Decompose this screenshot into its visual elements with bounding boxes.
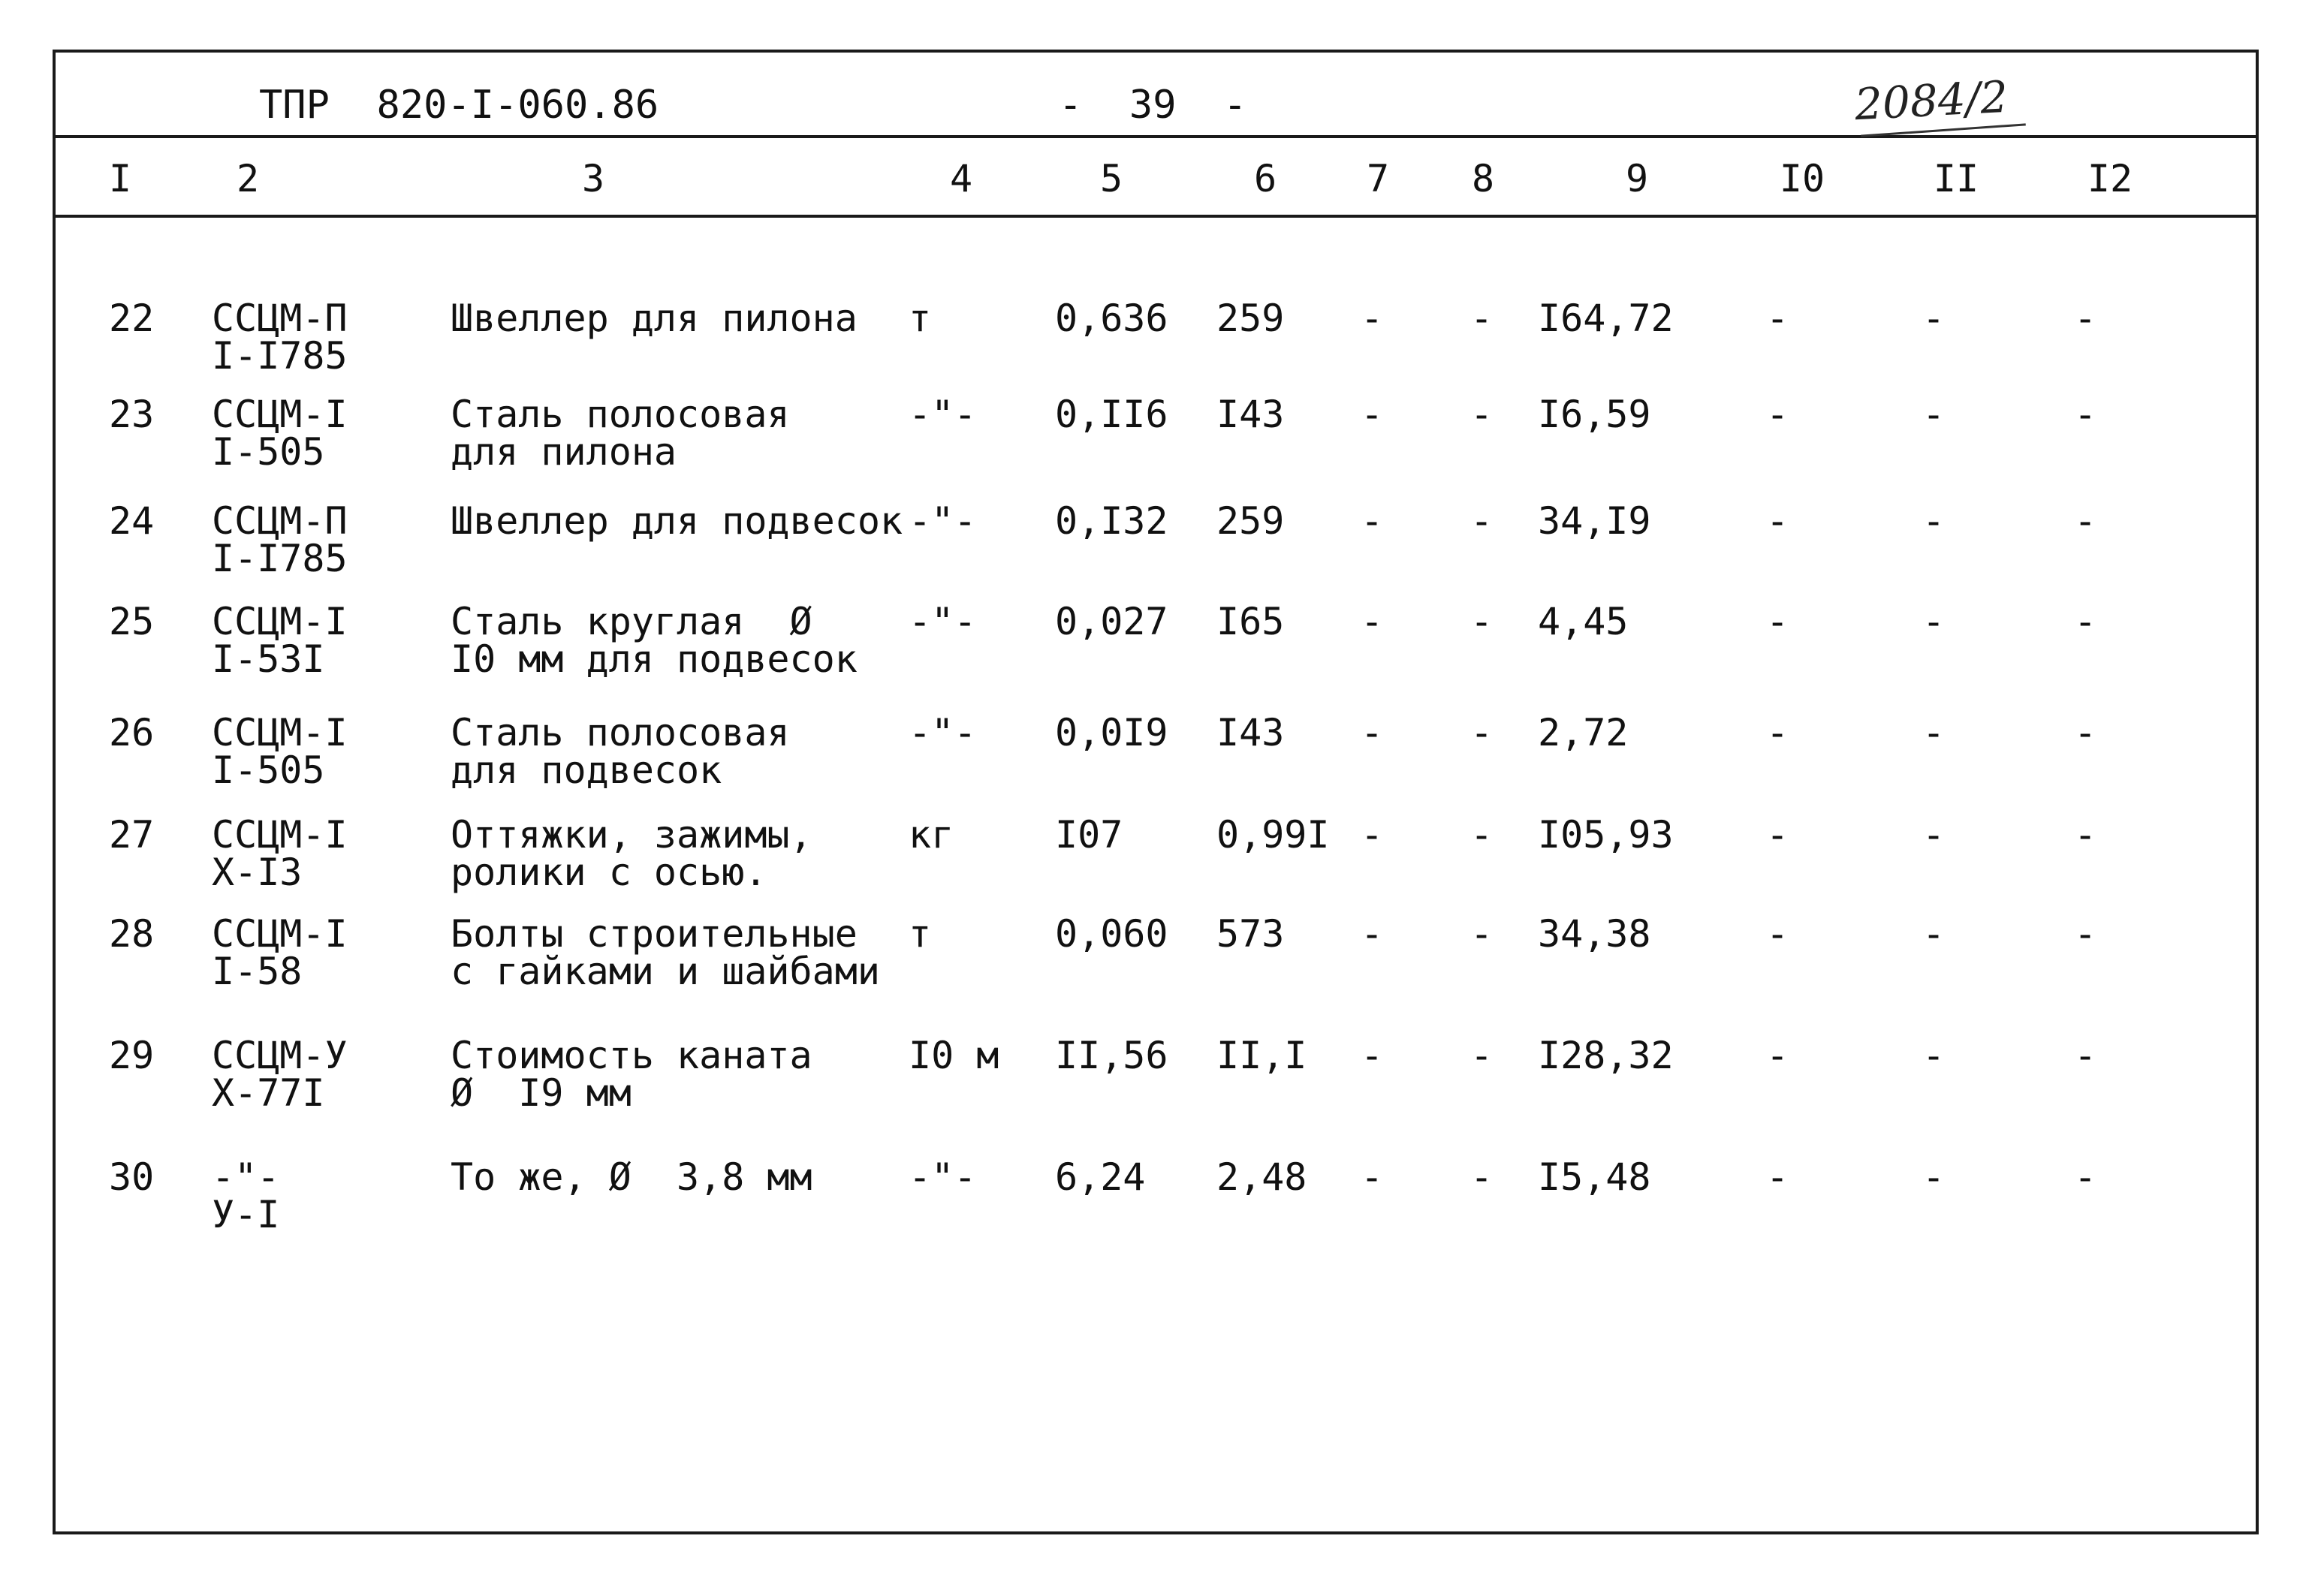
column-header-6: 6: [1253, 157, 1277, 200]
item-name-line: То же, Ø 3,8 мм: [451, 1155, 812, 1199]
unit-cell: -"-: [909, 499, 977, 543]
column-header-11: II: [1933, 157, 1979, 200]
price-code-line: -"-: [212, 1155, 280, 1199]
col12-cell: -: [2074, 813, 2097, 857]
col11-cell: -: [1922, 711, 1946, 754]
column-header-1: I: [108, 157, 132, 200]
column-header-4: 4: [949, 157, 973, 200]
column-header-8: 8: [1471, 157, 1495, 200]
item-name-line: Сталь полосовая: [451, 711, 790, 754]
col8-cell: -: [1470, 711, 1494, 754]
col8-cell: -: [1470, 1155, 1494, 1199]
col7-cell: -: [1361, 1034, 1384, 1077]
total-cell: 34,38: [1538, 912, 1651, 956]
unit-cell: -"-: [909, 393, 977, 436]
price-code-line: I-505: [212, 748, 325, 792]
col10-cell: -: [1766, 813, 1789, 857]
quantity-cell: 0,II6: [1055, 393, 1168, 436]
col12-cell: -: [2074, 1155, 2097, 1199]
col10-cell: -: [1766, 1155, 1789, 1199]
price-code-line: ССЦМ-П: [212, 499, 348, 543]
col10-cell: -: [1766, 297, 1789, 340]
col11-cell: -: [1922, 393, 1946, 436]
unit-price-cell: I43: [1216, 393, 1285, 436]
price-code-line: ССЦМ-I: [212, 711, 348, 754]
col8-cell: -: [1470, 393, 1494, 436]
col12-cell: -: [2074, 912, 2097, 956]
total-cell: 4,45: [1538, 600, 1629, 643]
column-header-12: I2: [2087, 157, 2133, 200]
price-code-line: ССЦМ-I: [212, 912, 348, 956]
unit-cell: -"-: [909, 711, 977, 754]
row-number: 22: [109, 297, 155, 340]
price-code-line: ССЦМ-I: [212, 813, 348, 857]
unit-cell: т: [909, 297, 932, 340]
item-name-line: Болты строительные: [451, 912, 858, 956]
row-number: 29: [109, 1034, 155, 1077]
col12-cell: -: [2074, 297, 2097, 340]
row-number: 26: [109, 711, 155, 754]
unit-price-cell: 2,48: [1216, 1155, 1307, 1199]
item-name-line: ролики с осью.: [451, 851, 767, 894]
col11-cell: -: [1922, 297, 1946, 340]
unit-cell: -"-: [909, 600, 977, 643]
quantity-cell: 0,I32: [1055, 499, 1168, 543]
col12-cell: -: [2074, 1034, 2097, 1077]
price-code-line: Х-77I: [212, 1071, 325, 1115]
price-code-line: I-I785: [212, 537, 348, 580]
column-header-3: 3: [581, 157, 605, 200]
item-name-line: Ø I9 мм: [451, 1071, 632, 1115]
row-number: 30: [109, 1155, 155, 1199]
item-name-line: Швеллер для пилона: [451, 297, 858, 340]
col11-cell: -: [1922, 1034, 1946, 1077]
price-code-line: ССЦМ-I: [212, 600, 348, 643]
col7-cell: -: [1361, 499, 1384, 543]
unit-price-cell: 259: [1216, 297, 1285, 340]
price-code-line: I-53I: [212, 637, 325, 681]
item-name-line: Стоимость каната: [451, 1034, 812, 1077]
row-number: 24: [109, 499, 155, 543]
col10-cell: -: [1766, 912, 1789, 956]
col7-cell: -: [1361, 600, 1384, 643]
item-name-line: для подвесок: [451, 748, 722, 792]
col12-cell: -: [2074, 711, 2097, 754]
item-name-line: Сталь круглая Ø: [451, 600, 812, 643]
col10-cell: -: [1766, 393, 1789, 436]
row-number: 28: [109, 912, 155, 956]
price-code-line: Х-I3: [212, 851, 303, 894]
unit-price-cell: 573: [1216, 912, 1285, 956]
col8-cell: -: [1470, 499, 1494, 543]
total-cell: I05,93: [1538, 813, 1674, 857]
item-name-line: I0 мм для подвесок: [451, 637, 858, 681]
col8-cell: -: [1470, 600, 1494, 643]
col10-cell: -: [1766, 499, 1789, 543]
unit-price-cell: I43: [1216, 711, 1285, 754]
item-name-line: Швеллер для подвесок: [451, 499, 903, 543]
item-name-line: Сталь полосовая: [451, 393, 790, 436]
col7-cell: -: [1361, 912, 1384, 956]
price-code-line: I-505: [212, 430, 325, 474]
item-name-line: с гайками и шайбами: [451, 950, 880, 993]
col12-cell: -: [2074, 499, 2097, 543]
total-cell: I28,32: [1538, 1034, 1674, 1077]
total-cell: I64,72: [1538, 297, 1674, 340]
row-number: 25: [109, 600, 155, 643]
quantity-cell: 0,636: [1055, 297, 1168, 340]
col8-cell: -: [1470, 813, 1494, 857]
unit-price-cell: II,I: [1216, 1034, 1307, 1077]
col8-cell: -: [1470, 1034, 1494, 1077]
unit-cell: -"-: [909, 1155, 977, 1199]
header-divider: [53, 135, 2259, 138]
price-code-line: ССЦМ-I: [212, 393, 348, 436]
column-header-7: 7: [1366, 157, 1390, 200]
col11-cell: -: [1922, 1155, 1946, 1199]
column-header-2: 2: [236, 157, 260, 200]
quantity-cell: 0,060: [1055, 912, 1168, 956]
unit-price-cell: I65: [1216, 600, 1285, 643]
col7-cell: -: [1361, 711, 1384, 754]
item-name-line: для пилона: [451, 430, 677, 474]
unit-price-cell: 259: [1216, 499, 1285, 543]
price-code-line: У-I: [212, 1193, 280, 1236]
col7-cell: -: [1361, 297, 1384, 340]
total-cell: I5,48: [1538, 1155, 1651, 1199]
col8-cell: -: [1470, 912, 1494, 956]
col11-cell: -: [1922, 912, 1946, 956]
col11-cell: -: [1922, 813, 1946, 857]
column-header-10: I0: [1779, 157, 1825, 200]
col12-cell: -: [2074, 393, 2097, 436]
total-cell: I6,59: [1538, 393, 1651, 436]
doc-code: ТПР 820-I-060.86: [259, 83, 659, 128]
row-number: 27: [109, 813, 155, 857]
sheet-mark: 2084/2: [1853, 71, 2009, 131]
col8-cell: -: [1470, 297, 1494, 340]
unit-cell: т: [909, 912, 932, 956]
price-code-line: I-58: [212, 950, 303, 993]
col11-cell: -: [1922, 600, 1946, 643]
unit-cell: кг: [909, 813, 954, 857]
col10-cell: -: [1766, 600, 1789, 643]
col7-cell: -: [1361, 393, 1384, 436]
col7-cell: -: [1361, 1155, 1384, 1199]
page-frame: [53, 50, 2259, 1534]
price-code-line: ССЦМ-У: [212, 1034, 348, 1077]
price-code-line: I-I785: [212, 334, 348, 378]
quantity-cell: 6,24: [1055, 1155, 1146, 1199]
unit-cell: I0 м: [909, 1034, 999, 1077]
quantity-cell: 0,0I9: [1055, 711, 1168, 754]
total-cell: 34,I9: [1538, 499, 1651, 543]
col11-cell: -: [1922, 499, 1946, 543]
col10-cell: -: [1766, 711, 1789, 754]
quantity-cell: II,56: [1055, 1034, 1168, 1077]
col12-cell: -: [2074, 600, 2097, 643]
column-header-9: 9: [1625, 157, 1649, 200]
quantity-cell: 0,027: [1055, 600, 1168, 643]
column-header-5: 5: [1099, 157, 1123, 200]
col7-cell: -: [1361, 813, 1384, 857]
unit-price-cell: 0,99I: [1216, 813, 1330, 857]
page-number: - 39 -: [1059, 83, 1247, 128]
item-name-line: Оттяжки, зажимы,: [451, 813, 812, 857]
quantity-cell: I07: [1055, 813, 1123, 857]
total-cell: 2,72: [1538, 711, 1629, 754]
column-header-divider: [53, 215, 2259, 218]
row-number: 23: [109, 393, 155, 436]
col10-cell: -: [1766, 1034, 1789, 1077]
price-code-line: ССЦМ-П: [212, 297, 348, 340]
